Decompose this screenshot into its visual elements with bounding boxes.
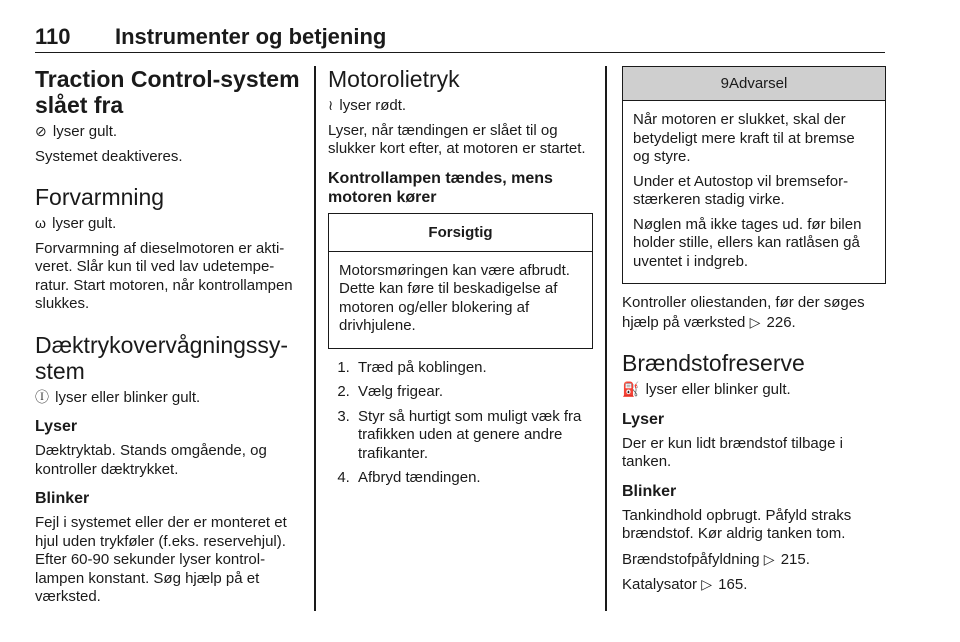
tire-pressure-icon: Ⓘ [35, 388, 49, 405]
tpms-text-blinker: Fejl i systemet eller der er monteret et hjul uden trykføler (f.eks. reservehjul). Efter 60-90 sekunder lyser kontrollampen konstant. Søg hjælp på et værksted. [35, 514, 287, 605]
oil-subheading: Kontrollampen tændes, mens motoren kører [328, 169, 553, 206]
tpms-sub-blinker: Blinker [35, 490, 90, 507]
page-ref[interactable]: 215. [780, 550, 810, 568]
page-ref-icon: ▷ [763, 550, 775, 567]
list-item: 2. Vælg frigear. [354, 383, 593, 402]
list-item: 4. Afbryd tændingen. [354, 469, 593, 488]
oil-check-text [622, 294, 886, 332]
traction-status [35, 122, 303, 142]
traction-status-text: lyser gult. [52, 123, 118, 140]
warning-title: Advarsel [728, 75, 788, 92]
oil-status [328, 96, 593, 116]
column-left [35, 66, 303, 613]
glow-plug-icon: ω [35, 215, 46, 231]
fuel-text-blinker: Tankindhold opbrugt. Påfyld straks brændstof. Kør aldrig tanken tom. [622, 506, 852, 542]
warning-header [623, 67, 885, 101]
page-header [35, 22, 885, 53]
fuel-status-text: lyser eller blinker gult. [645, 381, 791, 398]
refuel-ref [622, 550, 886, 570]
warning-text: Nøglen må ikke tages ud. før bilen holder stille, ellers kan ratlåsen gå uventet i indgreb. [633, 215, 862, 270]
glow-status [35, 214, 303, 234]
traction-off-icon: ⊘ [35, 123, 47, 139]
fuel-status [622, 380, 886, 400]
warning-box [622, 66, 886, 284]
oil-check-pre: Kontroller oliestanden, før der søges hjælp på værksted [622, 294, 865, 331]
page-ref-icon: ▷ [749, 313, 761, 330]
oil-can-icon: ≀ [328, 97, 334, 113]
fuel-pump-icon: ⛽ [622, 381, 640, 397]
fuel-text-lyser: Der er kun lidt brændstof tilbage i tanken. [622, 434, 843, 470]
catalyst-pre: Katalysator [622, 576, 698, 593]
page-title: Instrumenter og betjening [115, 24, 387, 49]
warning-text: Under et Autostop vil bremseforstærkeren stadig virke. [633, 172, 849, 208]
oil-status-text: lyser rødt. [339, 97, 407, 114]
oil-text: Lyser, når tændingen er slået til og slukker kort efter, at motoren er startet. [328, 121, 586, 157]
page-ref[interactable]: 165. [718, 576, 748, 593]
warning-triangle-icon: 9 [720, 75, 729, 92]
column-divider [605, 66, 607, 611]
section-title-tpms: Dæktrykovervågningssystem [35, 331, 289, 384]
tpms-status [35, 388, 303, 408]
section-title-traction: Traction Control-system slået fra [35, 66, 300, 118]
refuel-pre: Brændstofpåfyldning [622, 550, 760, 568]
fuel-sub-blinker: Blinker [622, 482, 677, 500]
caution-text: Motorsmøringen kan være afbrudt. Dette kan føre til beskadigelse af motoren og/eller blokering af drivhjulene. [339, 261, 570, 334]
tpms-text-lyser: Dæktryktab. Stands omgående, og kontroller dæktrykket. [35, 442, 267, 478]
page-ref-icon: ▷ [701, 576, 712, 592]
tpms-sub-lyser: Lyser [35, 418, 78, 435]
column-middle [328, 66, 593, 494]
traction-text: Systemet deaktiveres. [35, 147, 183, 165]
catalyst-ref [622, 575, 886, 595]
column-right [622, 66, 886, 601]
caution-box [328, 213, 593, 349]
list-item: 3. Styr så hurtigt som muligt væk fra trafikken uden at genere andre trafikanter. [354, 408, 593, 464]
glow-status-text: lyser gult. [52, 215, 117, 232]
page-number: 110 [35, 24, 71, 49]
fuel-sub-lyser: Lyser [622, 410, 665, 428]
section-title-fuel: Brændstofreserve [622, 350, 805, 376]
glow-text: Forvarmning af dieselmotoren er aktiveret. Slår kun til ved lav udetemperatur. Start motoren, når kontrollampen slukkes. [35, 239, 293, 312]
caution-title: Forsigtig [329, 214, 592, 252]
list-item: 1. Træd på koblingen. [354, 359, 593, 378]
warning-text: Når motoren er slukket, skal der betydeligt mere kraft til at bremse og styre. [633, 111, 855, 165]
steps-list [328, 359, 593, 488]
section-title-glow: Forvarmning [35, 184, 165, 210]
tpms-status-text: lyser eller blinker gult. [55, 388, 201, 406]
section-title-oil: Motorolietryk [328, 66, 460, 92]
column-divider [314, 66, 316, 611]
page-ref[interactable]: 226. [766, 313, 796, 331]
